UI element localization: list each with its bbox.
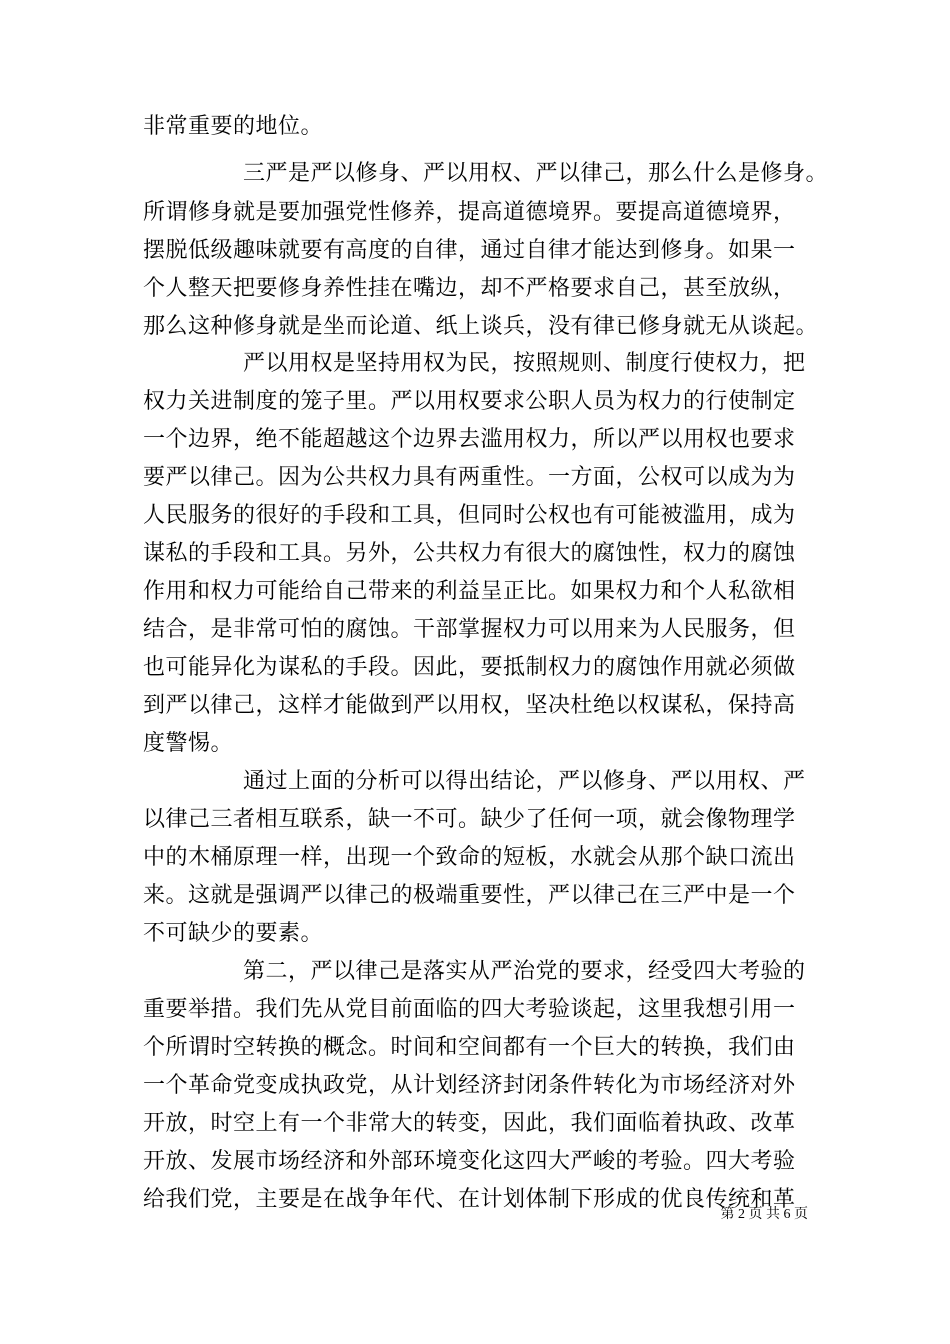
text-line: 到严以律己，这样才能做到严以用权，坚决杜绝以权谋私，保持高 bbox=[143, 693, 796, 718]
paragraph-start-line: 通过上面的分析可以得出结论，严以修身、严以用权、严 bbox=[243, 769, 806, 794]
text-line: 结合，是非常可怕的腐蚀。干部掌握权力可以用来为人民服务，但 bbox=[143, 617, 796, 642]
text-line: 摆脱低级趣味就要有高度的自律，通过自律才能达到修身。如果一 bbox=[143, 238, 796, 263]
text-line: 开放，时空上有一个非常大的转变，因此，我们面临着执政、改革 bbox=[143, 1111, 796, 1136]
text-line: 人民服务的很好的手段和工具，但同时公权也有可能被滥用，成为 bbox=[143, 503, 796, 528]
text-line: 度警惕。 bbox=[143, 731, 234, 756]
text-line: 个所谓时空转换的概念。时间和空间都有一个巨大的转换，我们由 bbox=[143, 1035, 796, 1060]
text-line: 作用和权力可能给自己带来的利益呈正比。如果权力和个人私欲相 bbox=[143, 579, 796, 604]
text-line: 那么这种修身就是坐而论道、纸上谈兵，没有律已修身就无从谈起。 bbox=[143, 314, 819, 339]
text-line: 也可能异化为谋私的手段。因此，要抵制权力的腐蚀作用就必须做 bbox=[143, 655, 796, 680]
text-line: 以律己三者相互联系，缺一不可。缺少了任何一项，就会像物理学 bbox=[143, 807, 796, 832]
paragraph-start-line: 严以用权是坚持用权为民，按照规则、制度行使权力，把 bbox=[243, 351, 806, 376]
text-line: 重要举措。我们先从党目前面临的四大考验谈起，这里我想引用一 bbox=[143, 997, 796, 1022]
page-number-footer: 第 2 页 共 6 页 bbox=[720, 1207, 808, 1222]
text-line: 中的木桶原理一样，出现一个致命的短板，水就会从那个缺口流出 bbox=[143, 845, 796, 870]
text-line: 要严以律己。因为公共权力具有两重性。一方面，公权可以成为为 bbox=[143, 465, 796, 490]
text-line: 个人整天把要修身养性挂在嘴边，却不严格要求自己，甚至放纵， bbox=[143, 276, 796, 301]
text-line: 谋私的手段和工具。另外，公共权力有很大的腐蚀性，权力的腐蚀 bbox=[143, 541, 796, 566]
text-line: 开放、发展市场经济和外部环境变化这四大严峻的考验。四大考验 bbox=[143, 1149, 796, 1174]
text-line: 来。这就是强调严以律己的极端重要性，严以律己在三严中是一个 bbox=[143, 883, 796, 908]
text-line: 非常重要的地位。 bbox=[143, 114, 324, 139]
text-line: 权力关进制度的笼子里。严以用权要求公职人员为权力的行使制定 bbox=[143, 389, 796, 414]
text-line: 所谓修身就是要加强党性修养，提高道德境界。要提高道德境界， bbox=[143, 200, 796, 225]
text-line: 一个革命党变成执政党，从计划经济封闭条件转化为市场经济对外 bbox=[143, 1073, 796, 1098]
text-line: 不可缺少的要素。 bbox=[143, 921, 324, 946]
paragraph-start-line: 三严是严以修身、严以用权、严以律己，那么什么是修身。 bbox=[243, 161, 829, 186]
text-line: 给我们党，主要是在战争年代、在计划体制下形成的优良传统和革 bbox=[143, 1187, 796, 1212]
text-line: 一个边界，绝不能超越这个边界去滥用权力，所以严以用权也要求 bbox=[143, 427, 796, 452]
paragraph-start-line: 第二，严以律己是落实从严治党的要求，经受四大考验的 bbox=[243, 959, 806, 984]
